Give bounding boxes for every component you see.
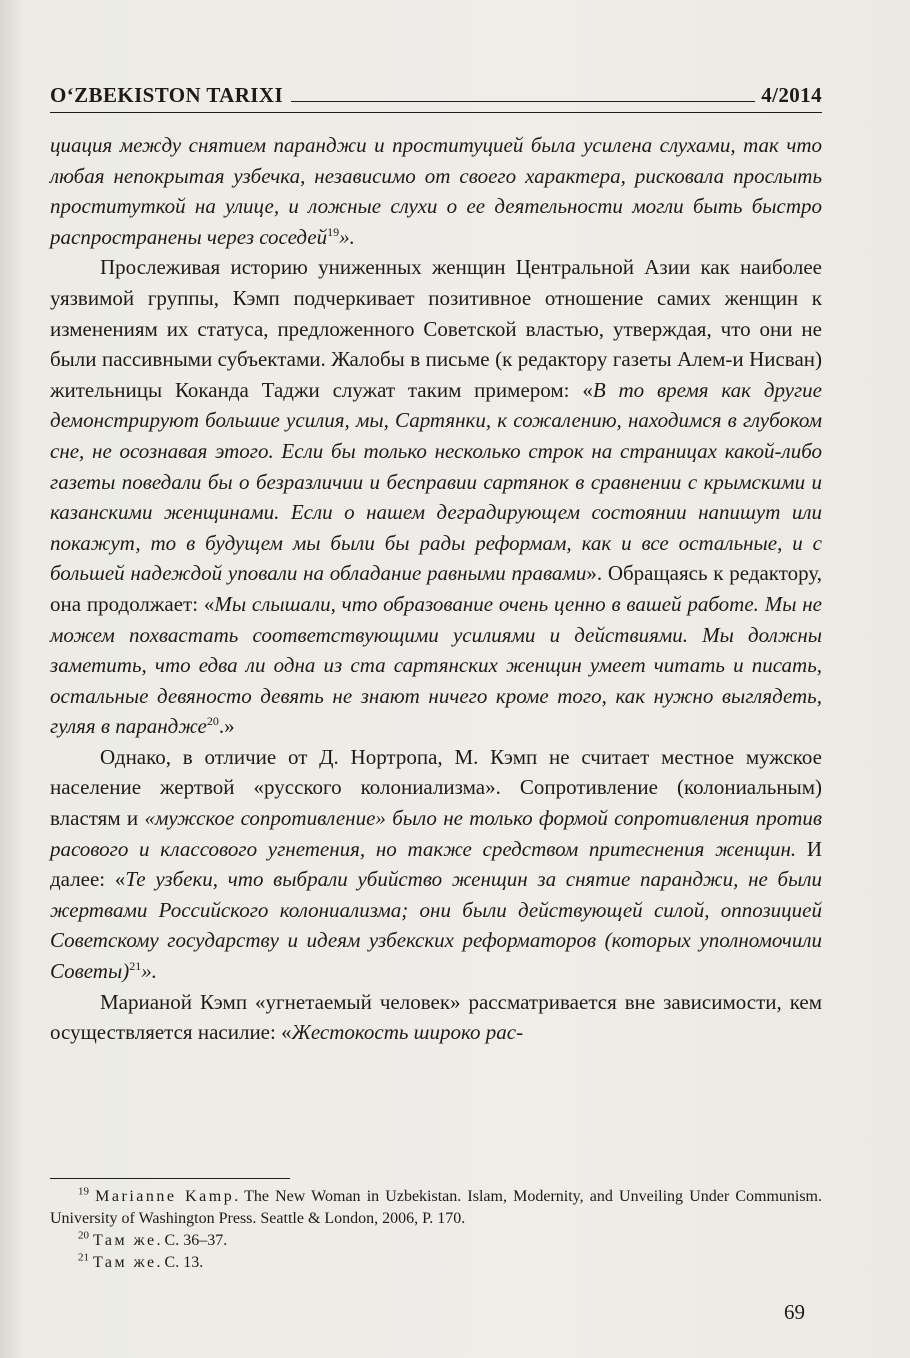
- running-header: [50, 78, 822, 108]
- footnote-ref-19[interactable]: 19: [327, 224, 340, 239]
- footnote-author: Там же: [93, 1232, 157, 1249]
- quote-end: ».: [339, 224, 355, 249]
- quote-text: Жестокость широко рас-: [291, 1020, 524, 1045]
- footnote-number: 19: [78, 1185, 89, 1198]
- footnote-text: . The New Woman in Uzbekistan. Islam, Modernity, and Unveiling Under Communism. University of Washington Press. Seattle & London, 2006, P. 170.: [50, 1188, 823, 1227]
- quote-text: «мужское сопротивление» было не только формой сопротивления против расового и классового угнетения, но также средством притеснения женщин.: [50, 806, 822, 861]
- footnote-text: . С. 36–37.: [156, 1232, 228, 1249]
- paragraph-3: [50, 742, 822, 987]
- footnote-separator: [50, 1178, 290, 1179]
- page-number: 69: [784, 1300, 805, 1324]
- journal-title: O‘ZBEKISTON TARIXI: [50, 83, 284, 107]
- quote-text: Мы слышали, что образование очень ценно в вашей работе. Мы не можем похвастать соответствующими усилиями и действиями. Мы должны заметить, что едва ли одна из ста сартянских женщин умеет читать и писать, остальные девяносто девять не знают ничего кроме того, как нужно выглядеть, гуляя в парандже: [50, 591, 822, 739]
- footnote-19: [50, 1186, 822, 1230]
- footnote-number: 21: [78, 1251, 89, 1264]
- quote-text: Те узбеки, что выбрали убийство женщин за снятие паранджи, не были жертвами Российского колониализма; они были действующей силой, оппозицией Советскому государству и идеям узбекских реформаторов (которых уполномочили Советы): [50, 867, 822, 984]
- quote-end: .»: [218, 714, 235, 739]
- footnote-text: . С. 13.: [156, 1254, 204, 1271]
- issue-number: 4/2014: [761, 83, 822, 107]
- footnote-ref-21[interactable]: 21: [129, 959, 142, 974]
- paragraph-text: Прослеживая историю униженных женщин Центральной Азии как наиболее уязвимой группы, Кэмп подчеркивает позитивное отношение самих женщин к изменениям их статуса, предложенного Советской властью, утверждая, что они не были пассивными субъектами. Жалобы в письме (к редактору газеты Алем-и Нисван) жительницы Коканда Таджи служат таким примером: «: [50, 255, 822, 402]
- footnote-ref-20[interactable]: 20: [206, 714, 219, 729]
- paragraph-text: Однако, в отличие от Д. Нортропа, М. Кэмп не считает местное мужское население жертвой «русского колониализма». Сопротивление (колониальным) властям и: [50, 744, 822, 831]
- footnote-author: Marianne Kamp: [95, 1188, 235, 1205]
- header-rule: [291, 101, 755, 102]
- paragraph-text: ». Обращаясь к редактору, она продолжает: «: [50, 561, 822, 616]
- footnotes: [50, 1186, 822, 1274]
- footnote-number: 20: [78, 1229, 89, 1242]
- paragraph-text: Марианой Кэмп «угнетаемый человек» рассматривается вне зависимости, кем осуществляется насилие: «: [50, 989, 822, 1045]
- quote-text: В то время как другие демонстрируют большие усилия, мы, Сартянки, к сожалению, находимся в глубоком сне, не осознавая этого. Если бы только несколько строк на страницах какой-либо газеты поведали бы о безразличии и бесправии сартянок в сравнении с крымскими и казанскими женщинами. Если о нашем деградирующем состоянии напишут или покажут, то в будущем мы были бы рады реформам, как и все остальные, и с большей надеждой уповали на обладание равными правами: [50, 377, 822, 586]
- paragraph-text: И далее: «: [50, 836, 823, 892]
- paragraph-2: [50, 252, 822, 742]
- footnote-21: [50, 1252, 822, 1274]
- header-underline: [50, 112, 822, 113]
- quote-text: циация между снятием паранджи и проституцией была усилена слухами, так что любая непокрытая узбечка, независимо от своего характера, рисковала прослыть проституткой на улице, и ложные слухи о ее деятельности могли быть быстро распространены через соседей: [50, 133, 822, 249]
- paragraph-1: [50, 130, 822, 252]
- footnote-20: [50, 1230, 822, 1252]
- main-text: [50, 130, 822, 1048]
- quote-end: ».: [141, 959, 157, 984]
- footnote-author: Там же: [93, 1254, 157, 1271]
- paragraph-4: [50, 987, 822, 1048]
